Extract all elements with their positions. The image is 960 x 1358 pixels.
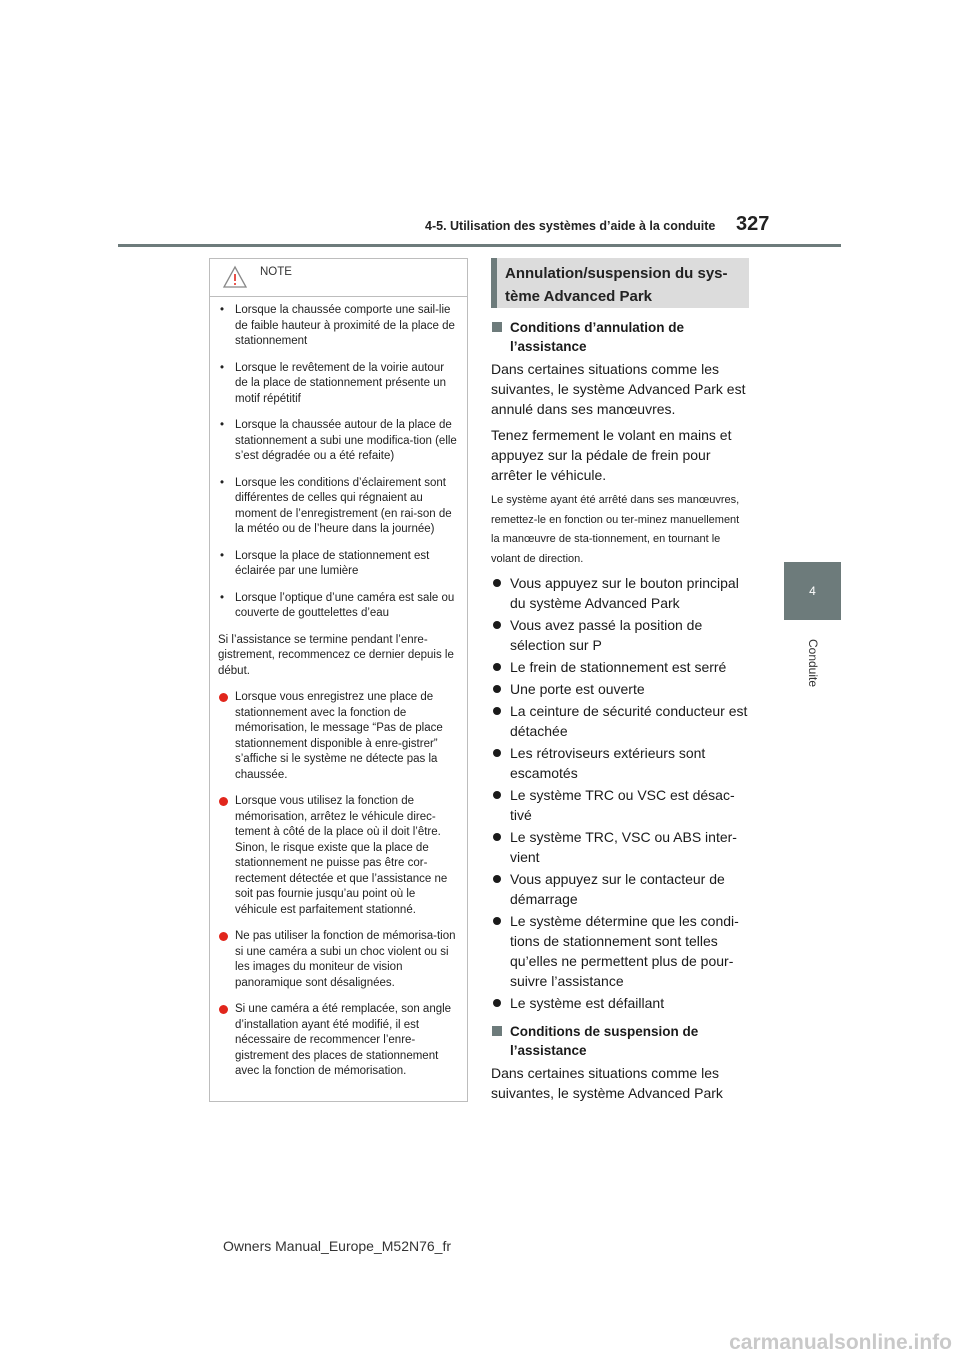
cancel-intro: Dans certaines situations comme les suivantes, le système Advanced Park est annulé dans ses manœuvres.: [491, 361, 746, 417]
cancel-bullet: Le frein de stationnement est serré: [491, 657, 749, 677]
chapter-label-text: Conduite: [805, 638, 820, 688]
note-paragraph: Si l’assistance se termine pendant l’enre-gistrement, recommencez ce dernier depuis le début.: [218, 633, 454, 677]
note-dot-item: Si une caméra a été remplacée, son angle d’installation ayant été modifié, il est nécessaire de recommencer l’enre-gistrement des places de stationnement avec la fonction de mémorisation.: [218, 1002, 459, 1080]
section-title-line: tème Advanced Park: [505, 288, 653, 305]
bullet-dot-icon: [493, 685, 501, 693]
header-title: 4-5. Utilisation des systèmes d’aide à la conduite: [425, 219, 716, 233]
bullet-dot-icon: [493, 663, 501, 671]
cancel-bullet: Le système TRC, VSC ou ABS inter-vient: [491, 827, 749, 867]
note-dot-item: Lorsque vous utilisez la fonction de mémorisation, arrêtez le véhicule direc-tement à côté de la place où il doit l’être. Sinon, le risque existe que la place de stationnement ne puisse pas être cor-rectement détectée et que l’assistance ne soit pas fournie jusqu’au point où le véhicule est parfaitement stationné.: [218, 794, 459, 918]
footer-text: Owners Manual_Europe_M52N76_fr: [223, 1238, 452, 1254]
section-title-line: Annulation/suspension du sys-: [505, 265, 728, 282]
chapter-tab: [784, 562, 841, 620]
chapter-number: 4: [809, 584, 816, 598]
bullet-dot-icon: [493, 707, 501, 715]
square-bullet-icon: [492, 322, 502, 332]
bullet-dot-icon: [493, 875, 501, 883]
cancel-bullet: Le système détermine que les condi-tions de stationnement sont telles qu’elles ne permettent plus de pour-suivre l’assistance: [491, 911, 749, 991]
cancel-bullet: Vous appuyez sur le contacteur de démarrage: [491, 869, 749, 909]
suspend-intro: Dans certaines situations comme les suivantes, le système Advanced Park: [491, 1065, 723, 1101]
bullet-dot-icon: [493, 579, 501, 587]
note-list-item: • Lorsque le revêtement de la voirie autour de la place de stationnement présente un motif répétitif: [220, 361, 446, 405]
red-dot-icon: [219, 932, 228, 941]
red-dot-icon: [219, 797, 228, 806]
note-title: NOTE: [260, 266, 292, 278]
cancel-bullet: Le système est défaillant: [491, 993, 749, 1013]
warning-triangle-icon: [222, 265, 248, 289]
cancel-small-note: Le système ayant été arrêté dans ses manœuvres, remettez-le en fonction ou ter-minez manuellement la manœuvre de sta-tionnement, en tournant le volant de direction.: [491, 494, 740, 565]
bullet-dot-icon: [493, 999, 501, 1007]
red-dot-icon: [219, 1005, 228, 1014]
note-body: [210, 297, 467, 1080]
cancel-heading: Conditions d’annulation de l’assistance: [491, 318, 749, 356]
cancel-bullet: Le système TRC ou VSC est désac-tivé: [491, 785, 749, 825]
cancel-bullet: Les rétroviseurs extérieurs sont escamotés: [491, 743, 749, 783]
note-list-item: • Lorsque la chaussée comporte une sail-lie de faible hauteur à proximité de la place de stationnement: [220, 304, 455, 347]
main-column: [491, 258, 749, 1103]
watermark: carmanualsonline.info: [729, 1331, 952, 1354]
bullet-dot-icon: [493, 749, 501, 757]
bullet-dot-icon: [493, 833, 501, 841]
section-title-box: [491, 258, 749, 308]
note-box: [209, 258, 468, 1102]
note-dot-item: Lorsque vous enregistrez une place de stationnement avec la fonction de mémorisation, le message “Pas de place stationnement disponible à enre-gistrer” s’affiche si le système ne détecte pas la chaussée.: [218, 690, 459, 783]
cancel-bullet: Une porte est ouverte: [491, 679, 749, 699]
chapter-label: [784, 628, 841, 698]
cancel-instruction: Tenez fermement le volant en mains et appuyez sur la pédale de frein pour arrêter le véhicule.: [491, 427, 732, 483]
page-number: 327: [736, 213, 770, 235]
cancel-bullet: Vous appuyez sur le bouton principal du système Advanced Park: [491, 573, 749, 613]
note-list-item: • Lorsque la place de stationnement est éclairée par une lumière: [220, 549, 430, 577]
note-header: [210, 259, 467, 297]
square-bullet-icon: [492, 1026, 502, 1036]
suspend-heading: Conditions de suspension de l’assistance: [491, 1022, 749, 1060]
red-dot-icon: [219, 693, 228, 702]
note-list-item: • Lorsque les conditions d’éclairement sont différentes de celles qui régnaient au moment de l’enregistrement (en rai-son de la météo ou de l’heure dans la journée): [220, 476, 452, 535]
bullet-dot-icon: [493, 791, 501, 799]
note-dot-item: Ne pas utiliser la fonction de mémorisa-tion si une caméra a subi un choc violent ou si les images du moniteur de vision panoramique sont désalignées.: [218, 929, 459, 991]
note-list-item: • Lorsque l’optique d’une caméra est sale ou couverte de gouttelettes d’eau: [220, 591, 455, 619]
bullet-dot-icon: [493, 621, 501, 629]
bullet-dot-icon: [493, 917, 501, 925]
header-rule: [118, 244, 841, 247]
cancel-bullet: La ceinture de sécurité conducteur est détachée: [491, 701, 749, 741]
note-list-item: • Lorsque la chaussée autour de la place de stationnement a subi une modifica-tion (elle s’est dégradée ou a été refaite): [220, 419, 457, 462]
cancel-bullet: Vous avez passé la position de sélection sur P: [491, 615, 749, 655]
